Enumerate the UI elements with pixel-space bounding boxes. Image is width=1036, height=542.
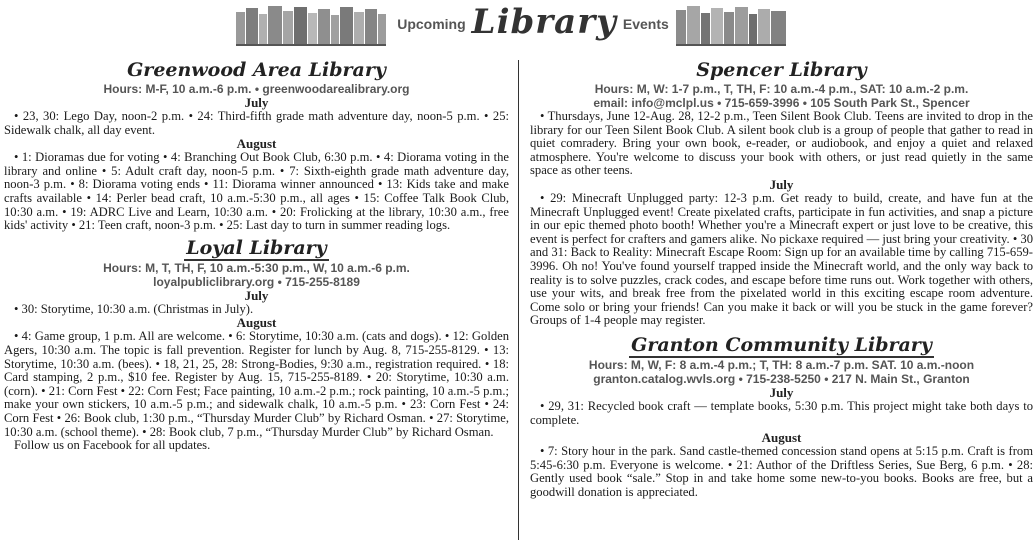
bookshelf-left-illustration — [236, 4, 386, 44]
greenwood-title: Greenwood Area Library — [127, 59, 386, 81]
right-column — [530, 58, 1033, 499]
granton-hours: Hours: M, W, F: 8 a.m.-4 p.m.; T, TH: 8 a.m.-7 p.m. SAT. 10 a.m.-noon — [588, 357, 975, 372]
spencer-july-events: • 29: Minecraft Unplugged party: 12-3 p.m. Get ready to build, create, and have fun at the Minecraft Unplugged event! Create pixelated crafts, participate in fun activities, and snap a picture in our epic themed photo booth! Whether you're a Minecraft expert or just love to be creative, this event is perfect for crafters and gamers alike. No pickaxe required — just bring your creativity. • 30 and 31: Back to Reality: Minecraft Escape Room: Sign up for an available time by calling 715-659-3996. Oh no! You've found yourself trapped inside the Minecraft world, and the only way back to reality is to solve puzzles, crack codes, and escape before time runs out. Work together with others, use your wits, and break free from the pixelated world in this exciting escape room adventure. Come solo or bring your friends! Can you make it back or will you be stuck in the game forever? Groups of 1-4 people may register. — [530, 190, 1033, 328]
granton-august-events: • 7: Story hour in the park. Sand castle-themed concession stand opens at 5:15 p.m. Craft is from 5:45-6:30 p.m. Everyone is welcome. • 21: Author of the Driftless Series, Sue Berg, 6 p.m. • 28: Gently used book “sale.” Stop in and take home some new-to-you books. Books are free, but a goodwill donation is appreciated. — [530, 444, 1033, 499]
left-column — [4, 58, 509, 453]
column-divider — [518, 60, 519, 540]
greenwood-august-events: • 1: Dioramas due for voting • 4: Branching Out Book Club, 6:30 p.m. • 4: Diorama voting in the library and online • 5: Adult craft day, noon-5 p.m. • 7: Sixth-eighth grade math adventure day, noon-3 p.m. • 8: Diorama voting ends • 11: Diorama winner announced • 13: Kids take and make crafts available • 14: Perler bead craft, 10 a.m.-5:30 p.m., all ages • 15: Coffee Talk Book Club, 10:30 a.m. • 19: ADRC Live and Learn, 10:30 a.m. • 20: Frolicking at the library, 10:30 a.m., free kids' activity • 21: Teen craft, noon-3 p.m. • 25: Last day to turn in summer reading logs. — [4, 150, 509, 233]
greenwood-hours: Hours: M-F, 10 a.m.-6 p.m. • greenwoodarealibrary.org — [103, 82, 410, 96]
greenwood-section — [4, 58, 509, 233]
spencer-hours: Hours: M, W: 1-7 p.m., T, TH, F: 10 a.m.-4 p.m., SAT: 10 a.m.-2 p.m. — [594, 82, 969, 96]
banner-events: Events — [622, 16, 669, 32]
banner-title — [397, 2, 669, 46]
spencer-teen-club: • Thursdays, June 12-Aug. 28, 12-2 p.m., Teen Silent Book Club. Teens are invited to drop in the library for our Teen Silent Book Club. A silent book club is a group of people that gather to read in quiet comradery. Bring your own book, e-reader, or audiobook, and enjoy a quiet and relaxed atmosphere. You're welcome to discuss your book with others, or just read quietly in the same space as other teens. — [530, 109, 1033, 178]
banner-rule-left — [236, 44, 386, 46]
granton-july-events: • 29, 31: Recycled book craft — template books, 5:30 p.m. This project might take both days to complete. — [530, 398, 1033, 427]
granton-section — [530, 334, 1033, 500]
loyal-section — [4, 237, 509, 453]
granton-july-heading: July — [769, 384, 794, 400]
spencer-july-heading: July — [769, 176, 794, 192]
granton-title: Granton Community Library — [631, 333, 932, 356]
loyal-july-heading: July — [244, 287, 269, 303]
bookshelf-right-illustration — [676, 4, 786, 44]
loyal-august-events: • 4: Game group, 1 p.m. All are welcome. • 6: Storytime, 10:30 a.m. (cats and dogs). • 12: Golden Agers, 10:30 a.m. The topic is fall prevention. Register for lunch by Aug. 8, 715-255-8129. • 13: Storytime, 10:30 a.m. (bees). • 18, 21, 25, 28: Strong-Bodies, 9:30 a.m., registration required. • 18: Card stamping, 2 p.m., $10 fee. Register by Aug. 15, 715-255-8189. • 20: Storytime, 10:30 a.m. (corn). • 21: Corn Fest • 22: Corn Fest; Face painting, 10 a.m.-2 p.m.; rock painting, 10 a.m.-5 p.m.; make your own stickers, 10 a.m.-5 p.m.; and sidewalk chalk, 10 a.m.-5 p.m. • 23: Corn Fest • 24: Corn Fest • 26: Book club, 1:30 p.m., “Thursday Murder Club” by Richard Osman. • 27: Storytime, 10:30 a.m. (school theme). • 28: Book club, 7 p.m., “Thursday Murder Club” by Richard Osman. — [4, 329, 509, 439]
spencer-section — [530, 58, 1033, 328]
loyal-contact: loyalpubliclibrary.org • 715-255-8189 — [153, 274, 360, 289]
banner-upcoming: Upcoming — [397, 16, 466, 32]
greenwood-july-heading: July — [244, 95, 269, 110]
loyal-hours: Hours: M, T, TH, F, 10 a.m.-5:30 p.m., W, 10 a.m.-6 p.m. — [103, 260, 410, 275]
banner-rule-right — [676, 44, 786, 46]
granton-august-heading: August — [761, 430, 802, 446]
greenwood-august-heading: August — [236, 136, 277, 152]
spencer-contact: email: info@mclpl.us • 715-659-3996 • 105 South Park St., Spencer — [593, 96, 970, 110]
spencer-title: Spencer Library — [696, 59, 867, 81]
greenwood-july-events: • 23, 30: Lego Day, noon-2 p.m. • 24: Third-fifth grade math adventure day, noon-5 p.m. • 25: Sidewalk chalk, all day event. — [4, 109, 509, 137]
loyal-title: Loyal Library — [186, 236, 327, 259]
loyal-facebook-note: Follow us on Facebook for all updates. — [14, 438, 211, 453]
loyal-july-events: • 30: Storytime, 10:30 a.m. (Christmas in July). — [14, 301, 254, 316]
loyal-august-heading: August — [236, 315, 277, 331]
banner-library: Library — [471, 2, 617, 42]
events-banner — [0, 0, 1036, 50]
granton-contact: granton.catalog.wvls.org • 715-238-5250 • 217 N. Main St., Granton — [593, 371, 970, 386]
